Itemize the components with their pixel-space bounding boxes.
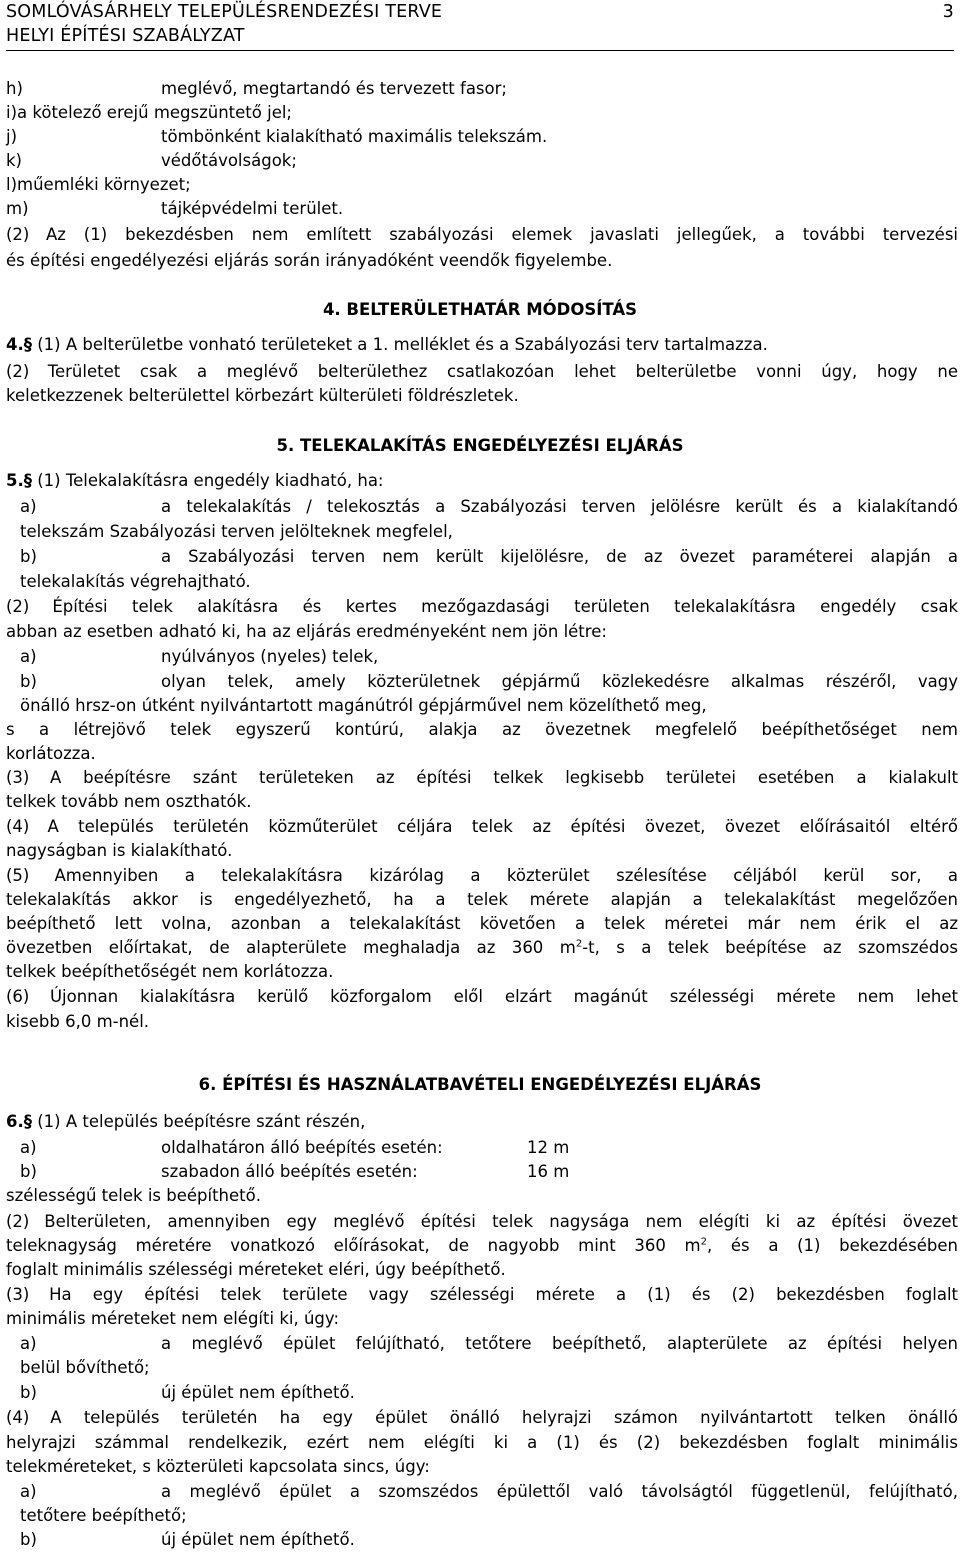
section-5-paragraph-5-line5: telkek beépíthetőségét nem korlátozza. <box>6 962 334 981</box>
header-divider <box>6 50 954 51</box>
section-6-item-b: b) szabadon álló beépítés esetén: 16 m <box>20 1162 570 1181</box>
header-title-line1: SOMLÓVÁSÁRHELY TELEPÜLÉSRENDEZÉSI TERVE <box>6 2 443 22</box>
section-6-paragraph-4-line2: helyrajzi számmal rendelkezik, ezért nem elégíti ki a (1) és (2) bekezdésben foglalt minimális <box>6 1433 958 1452</box>
section-6-heading: 6. ÉPÍTÉSI ÉS HASZNÁLATBAVÉTELI ENGEDÉLYEZÉSI ELJÁRÁS <box>198 1075 762 1094</box>
section-5-paragraph-2-tail-line1: s a létrejövő telek egyszerű kontúrú, alakja az övezetnek megfelelő beépíthetőséget nem <box>6 720 958 739</box>
section-5-item-b-line2: telekalakítás végrehajtható. <box>20 572 251 591</box>
section-5-paragraph-5-line2: telekalakítás akkor is engedélyezhető, ha a telek mérete alapján a telekalakítást megelőzően <box>6 890 958 909</box>
section-6-paragraph-2-line2: teleknagyság méretére vonatkozó előírásokat, de nagyobb mint 360 $m^2$, és a (1) bekezdésében <box>6 1236 958 1255</box>
section-6-paragraph-3-line2: minimális méreteket nem elégíti ki, úgy: <box>6 1309 339 1328</box>
paragraph-3-2-line2: és építési engedélyezési eljárás során irányadóként veendők figyelembe. <box>6 251 613 270</box>
page-number: 3 <box>942 2 954 22</box>
section-5-paragraph-1: 5.§ (1) Telekalakításra engedély kiadható, ha: <box>6 471 384 490</box>
section-6-paragraph-4-item-b: b) új épület nem építhető. <box>20 1530 355 1549</box>
list-item-l: l)műemléki környezet; <box>6 175 191 194</box>
section-6-paragraph-3-item-b: b) új épület nem építhető. <box>20 1383 355 1402</box>
section-5-paragraph-5-line3: beépíthető lett volna, azonban a telekalakítást követően a telek méretei már nem érik el az <box>6 914 958 933</box>
list-item-i: i)a kötelező erejű megszüntető jel; <box>6 103 292 122</box>
section-5-paragraph-5-line4: övezetben előírtakat, de alapterülete meghaladja az 360 $m^2-t$, s a telek beépítése az szomszédos <box>6 938 958 957</box>
section-5-item-b-line1: b) a Szabályozási terven nem került kijelölésre, de az övezet paraméterei alapján a <box>20 547 958 566</box>
section-6-paragraph-1-end: szélességű telek is beépíthető. <box>6 1186 261 1205</box>
section-5-paragraph-6-line2: kisebb 6,0 m-nél. <box>6 1012 150 1031</box>
section-6-paragraph-3-line1: (3) Ha egy építési telek területe vagy szélességi mérete a (1) és (2) bekezdésben foglalt <box>6 1285 959 1304</box>
section-4-heading: 4. BELTERÜLETHATÁR MÓDOSÍTÁS <box>322 300 638 319</box>
list-item-j: j) tömbönként kialakítható maximális telekszám. <box>6 127 548 146</box>
section-6-paragraph-1: 6.§ (1) A település beépítésre szánt részén, <box>6 1112 366 1131</box>
section-6-paragraph-4-line3: telekméreteket, s közterületi kapcsolata sincs, úgy: <box>6 1457 430 1476</box>
section-5-paragraph-2-item-b-line1: b) olyan telek, amely közterületnek gépjármű közlekedésre alkalmas részéről, vagy <box>20 672 958 691</box>
section-6-paragraph-2-line3: foglalt minimális szélességi méreteket eléri, úgy beépíthető. <box>6 1260 506 1279</box>
paragraph-3-2-line1: (2) Az (1) bekezdésben nem említett szabályozási elemek javaslati jellegűek, a további tervezési <box>6 225 959 244</box>
section-5-paragraph-5-line1: (5) Amennyiben a telekalakításra kizárólag a közterület szélesítése céljából kerül sor, a <box>6 866 958 885</box>
section-6-paragraph-4-item-a-line1: a) a meglévő épület a szomszédos épülettől való távolságtól függetlenül, felújítható, <box>20 1482 958 1501</box>
section-4-paragraph-2-line2: keletkezzenek belterülettel körbezárt külterületi földrészletek. <box>6 386 519 405</box>
section-6-paragraph-3-item-a-line2: belül bővíthető; <box>20 1358 150 1377</box>
section-5-paragraph-4-line1: (4) A település területén közműterület céljára telek az építési övezet, övezet előírásaitól eltérő <box>6 817 958 836</box>
section-5-item-a-line1: a) a telekalakítás / telekosztás a Szabályozási terven jelölésre került és a kialakítandó <box>20 497 958 516</box>
section-6-paragraph-3-item-a-line1: a) a meglévő épület felújítható, tetőtere beépíthető, alapterülete az építési helyen <box>20 1334 958 1353</box>
section-5-item-a-line2: telekszám Szabályozási terven jelölteknek megfelel, <box>20 522 453 541</box>
section-5-paragraph-2-item-b-line2: önálló hrsz-on útként nyilvántartott magánútról gépjárművel nem közelíthető meg, <box>20 696 707 715</box>
section-6-paragraph-4-item-a-line2: tetőtere beépíthető; <box>20 1506 187 1525</box>
section-5-paragraph-6-line1: (6) Újonnan kialakításra kerülő közforgalom elől elzárt magánút szélességi mérete nem lehet <box>6 987 958 1006</box>
section-5-paragraph-2-line2: abban az esetben adható ki, ha az eljárás eredményeként nem jön létre: <box>6 622 607 641</box>
section-5-paragraph-4-line2: nagyságban is kialakítható. <box>6 841 233 860</box>
section-5-heading: 5. TELEKALAKÍTÁS ENGEDÉLYEZÉSI ELJÁRÁS <box>276 436 684 455</box>
section-5-paragraph-2-item-a: a) nyúlványos (nyeles) telek, <box>20 647 379 666</box>
list-item-m: m) tájképvédelmi terület. <box>6 199 344 218</box>
section-5-paragraph-2-line1: (2) Építési telek alakításra és kertes mezőgazdasági területen telekalakításra engedély csak <box>6 597 959 616</box>
section-5-paragraph-3-line2: telkek tovább nem oszthatók. <box>6 792 252 811</box>
section-5-paragraph-2-tail-line2: korlátozza. <box>6 744 96 763</box>
section-6-item-a: a) oldalhatáron álló beépítés esetén: 12 m <box>20 1138 570 1157</box>
header-title-line2: HELYI ÉPÍTÉSI SZABÁLYZAT <box>6 26 245 46</box>
section-4-paragraph-2-line1: (2) Területet csak a meglévő belterülethez csatlakozóan lehet belterületbe vonni úgy, hogy ne <box>6 362 959 381</box>
section-4-paragraph-1: 4.§ (1) A belterületbe vonható területeket a 1. melléklet és a Szabályozási terv tartalmazza. <box>6 335 768 354</box>
document-header-title <box>6 2 954 22</box>
section-6-paragraph-4-line1: (4) A település területén ha egy épület önálló helyrajzi számon nyilvántartott telken önálló <box>6 1408 958 1427</box>
section-6-paragraph-2-line1: (2) Belterületen, amennyiben egy meglévő építési telek nagysága nem elégíti ki az építési övezet <box>6 1212 958 1231</box>
list-item-k: k) védőtávolságok; <box>6 151 297 170</box>
list-item-h: h) meglévő, megtartandó és tervezett fasor; <box>6 79 507 98</box>
section-5-paragraph-3-line1: (3) A beépítésre szánt területeken az építési telkek legkisebb területei esetében a kialakult <box>6 768 959 787</box>
